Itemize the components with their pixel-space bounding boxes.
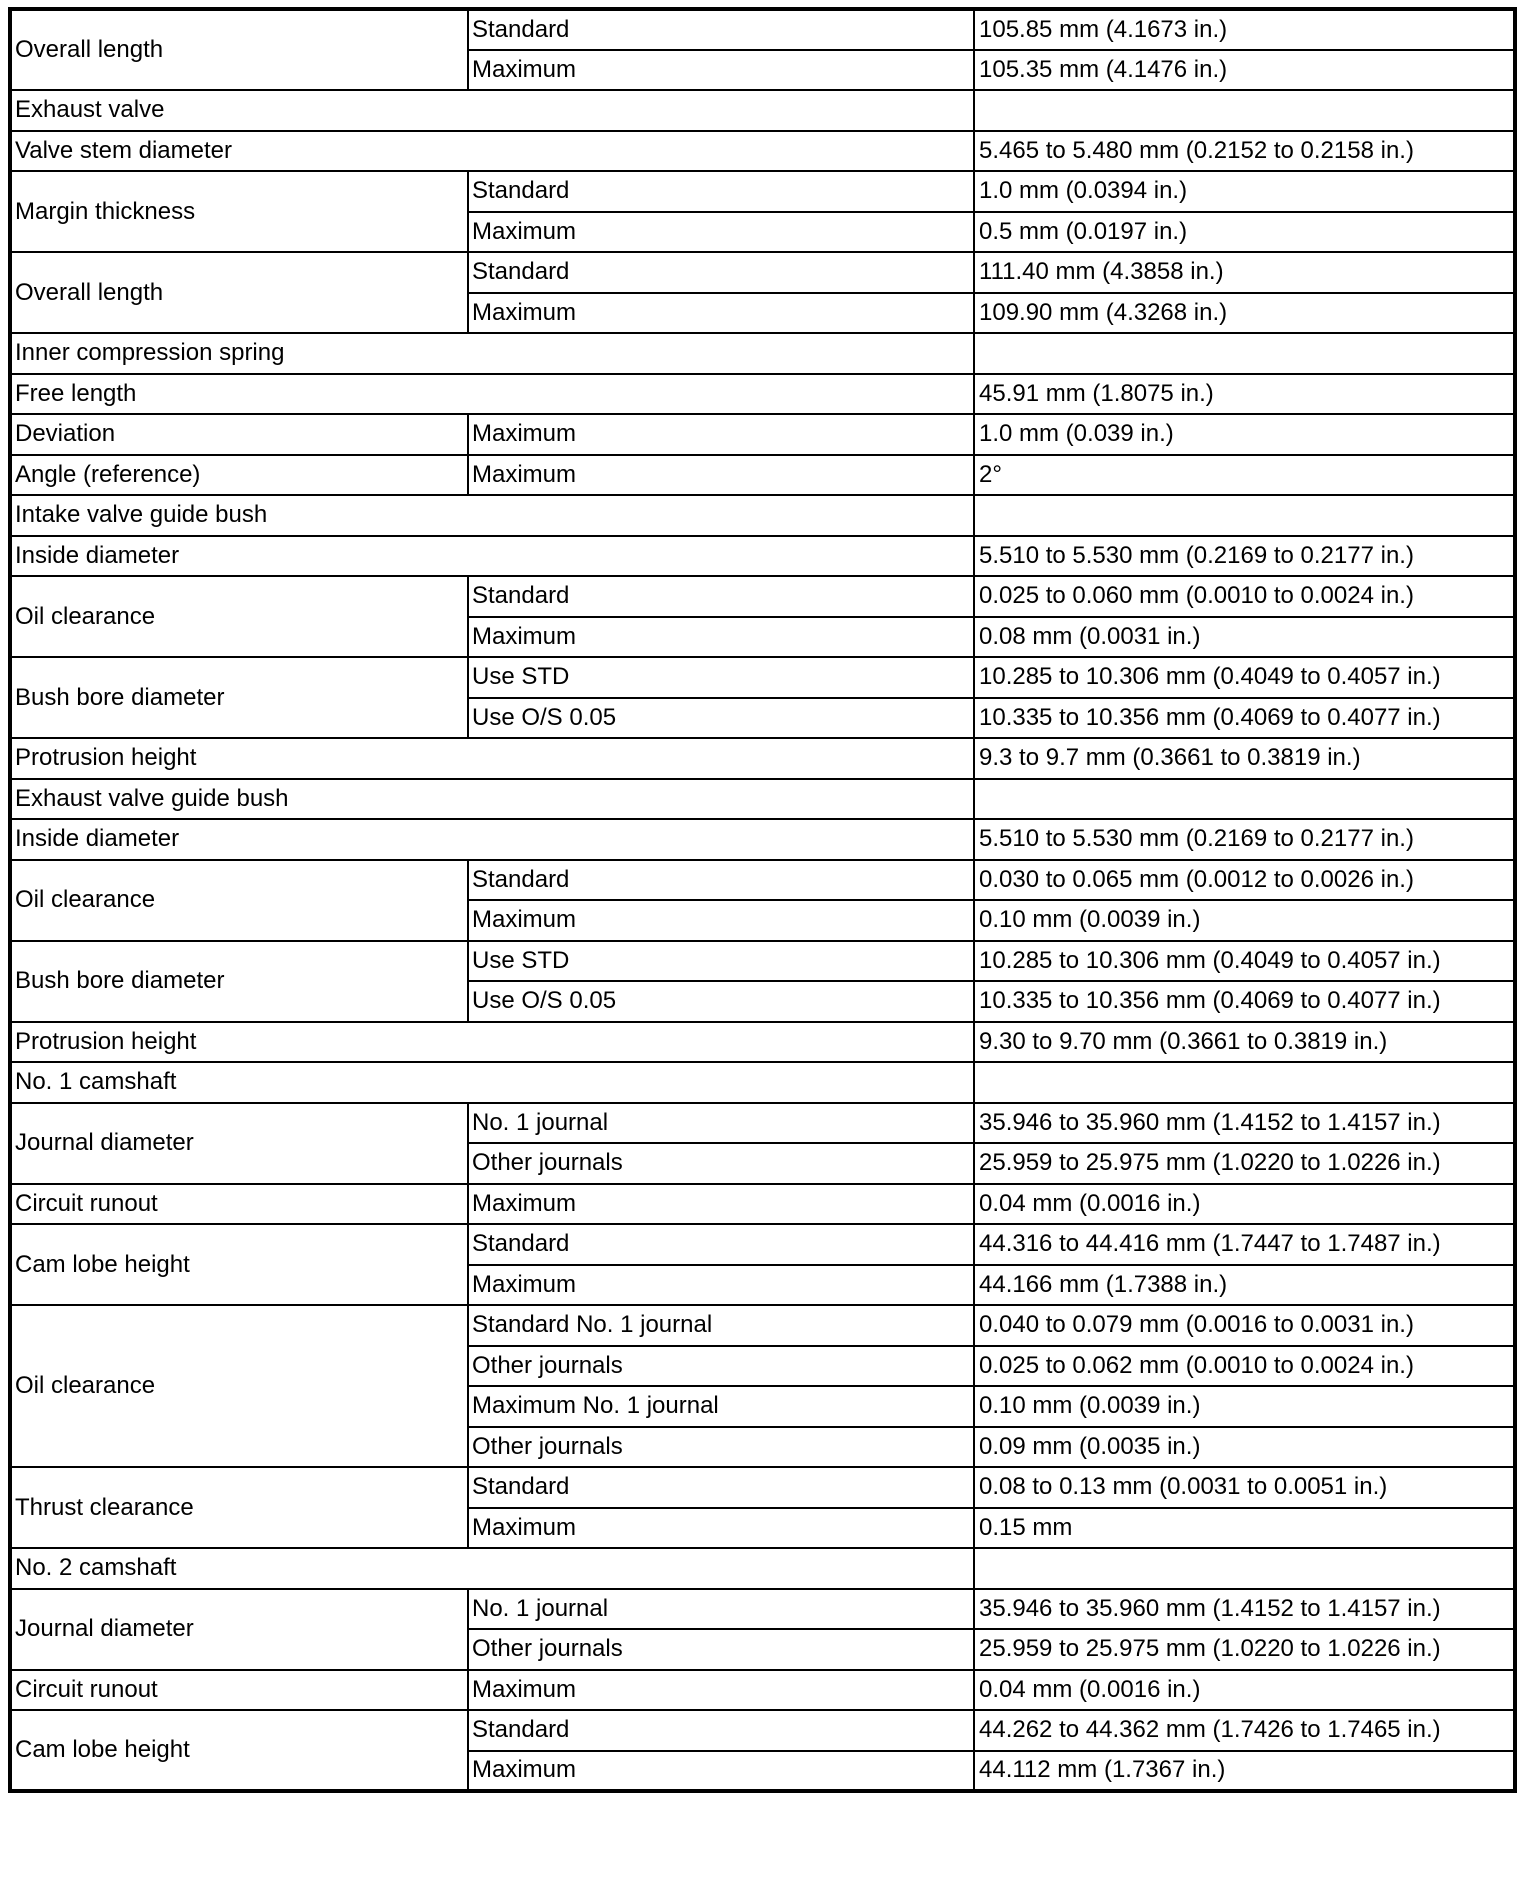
table-cell: Overall length — [10, 9, 468, 90]
table-cell — [974, 90, 1515, 131]
table-cell: 9.3 to 9.7 mm (0.3661 to 0.3819 in.) — [974, 738, 1515, 779]
table-cell: Standard — [468, 576, 974, 617]
table-row — [10, 1022, 1515, 1063]
table-cell: 44.262 to 44.362 mm (1.7426 to 1.7465 in.) — [974, 1710, 1515, 1751]
table-row — [10, 819, 1515, 860]
table-cell: 109.90 mm (4.3268 in.) — [974, 293, 1515, 334]
table-cell: Margin thickness — [10, 171, 468, 252]
table-row — [10, 171, 1515, 212]
table-cell: 0.025 to 0.062 mm (0.0010 to 0.0024 in.) — [974, 1346, 1515, 1387]
table-row — [10, 1062, 1515, 1103]
table-cell: Use O/S 0.05 — [468, 981, 974, 1022]
table-cell: Use O/S 0.05 — [468, 698, 974, 739]
table-cell: 105.35 mm (4.1476 in.) — [974, 50, 1515, 91]
table-cell: Standard — [468, 9, 974, 50]
table-cell: 10.335 to 10.356 mm (0.4069 to 0.4077 in.) — [974, 981, 1515, 1022]
table-cell: Standard — [468, 171, 974, 212]
table-cell: 5.510 to 5.530 mm (0.2169 to 0.2177 in.) — [974, 819, 1515, 860]
table-cell: Inner compression spring — [10, 333, 974, 374]
table-row — [10, 1305, 1515, 1346]
table-cell — [974, 333, 1515, 374]
table-cell: Journal diameter — [10, 1589, 468, 1670]
table-row — [10, 1467, 1515, 1508]
table-row — [10, 1548, 1515, 1589]
table-cell: Deviation — [10, 414, 468, 455]
table-cell: Oil clearance — [10, 576, 468, 657]
table-cell: Circuit runout — [10, 1184, 468, 1225]
table-cell: Maximum — [468, 900, 974, 941]
table-cell: Protrusion height — [10, 1022, 974, 1063]
table-cell: 45.91 mm (1.8075 in.) — [974, 374, 1515, 415]
table-cell: 5.465 to 5.480 mm (0.2152 to 0.2158 in.) — [974, 131, 1515, 172]
table-row — [10, 1224, 1515, 1265]
table-row — [10, 941, 1515, 982]
table-cell: Overall length — [10, 252, 468, 333]
table-cell: 0.040 to 0.079 mm (0.0016 to 0.0031 in.) — [974, 1305, 1515, 1346]
table-cell: Bush bore diameter — [10, 941, 468, 1022]
table-row — [10, 374, 1515, 415]
table-cell: Maximum — [468, 1184, 974, 1225]
table-cell: 0.025 to 0.060 mm (0.0010 to 0.0024 in.) — [974, 576, 1515, 617]
table-cell: Angle (reference) — [10, 455, 468, 496]
table-cell: Other journals — [468, 1143, 974, 1184]
table-cell: 0.08 to 0.13 mm (0.0031 to 0.0051 in.) — [974, 1467, 1515, 1508]
table-cell: Other journals — [468, 1629, 974, 1670]
table-cell: Use STD — [468, 657, 974, 698]
table-cell: No. 2 camshaft — [10, 1548, 974, 1589]
table-cell: 0.10 mm (0.0039 in.) — [974, 1386, 1515, 1427]
table-row — [10, 536, 1515, 577]
table-cell: Maximum — [468, 1751, 974, 1792]
table-cell: Maximum — [468, 212, 974, 253]
table-cell: Valve stem diameter — [10, 131, 974, 172]
table-cell: Other journals — [468, 1346, 974, 1387]
table-row — [10, 1103, 1515, 1144]
table-cell: 44.316 to 44.416 mm (1.7447 to 1.7487 in.) — [974, 1224, 1515, 1265]
table-cell: Circuit runout — [10, 1670, 468, 1711]
table-cell: 0.04 mm (0.0016 in.) — [974, 1184, 1515, 1225]
table-row — [10, 1670, 1515, 1711]
table-cell: 0.04 mm (0.0016 in.) — [974, 1670, 1515, 1711]
table-cell: 44.166 mm (1.7388 in.) — [974, 1265, 1515, 1306]
table-cell: Maximum — [468, 455, 974, 496]
table-cell: 111.40 mm (4.3858 in.) — [974, 252, 1515, 293]
table-cell — [974, 495, 1515, 536]
table-cell: 10.285 to 10.306 mm (0.4049 to 0.4057 in.) — [974, 657, 1515, 698]
table-cell: Maximum — [468, 617, 974, 658]
table-row — [10, 90, 1515, 131]
table-row — [10, 1710, 1515, 1751]
table-cell: 0.08 mm (0.0031 in.) — [974, 617, 1515, 658]
table-row — [10, 131, 1515, 172]
table-cell: 25.959 to 25.975 mm (1.0220 to 1.0226 in.) — [974, 1143, 1515, 1184]
table-cell: Maximum — [468, 1670, 974, 1711]
table-cell: Maximum — [468, 1508, 974, 1549]
table-row — [10, 455, 1515, 496]
table-cell: 1.0 mm (0.039 in.) — [974, 414, 1515, 455]
table-cell: Standard — [468, 252, 974, 293]
table-cell — [974, 1548, 1515, 1589]
table-cell: 0.10 mm (0.0039 in.) — [974, 900, 1515, 941]
table-cell: 0.15 mm — [974, 1508, 1515, 1549]
table-cell: Other journals — [468, 1427, 974, 1468]
table-row — [10, 860, 1515, 901]
table-cell: Cam lobe height — [10, 1224, 468, 1305]
table-cell: 10.335 to 10.356 mm (0.4069 to 0.4077 in.) — [974, 698, 1515, 739]
table-cell: Protrusion height — [10, 738, 974, 779]
table-cell: No. 1 journal — [468, 1103, 974, 1144]
table-cell: 105.85 mm (4.1673 in.) — [974, 9, 1515, 50]
table-cell: No. 1 journal — [468, 1589, 974, 1630]
table-cell: Maximum — [468, 1265, 974, 1306]
table-row — [10, 414, 1515, 455]
table-row — [10, 657, 1515, 698]
table-cell: 0.09 mm (0.0035 in.) — [974, 1427, 1515, 1468]
table-cell: 25.959 to 25.975 mm (1.0220 to 1.0226 in.) — [974, 1629, 1515, 1670]
table-cell: 1.0 mm (0.0394 in.) — [974, 171, 1515, 212]
table-cell: 0.5 mm (0.0197 in.) — [974, 212, 1515, 253]
table-cell: Maximum — [468, 293, 974, 334]
table-cell: Maximum — [468, 414, 974, 455]
specification-table-body — [10, 9, 1515, 1791]
table-cell: No. 1 camshaft — [10, 1062, 974, 1103]
table-cell: Exhaust valve — [10, 90, 974, 131]
table-row — [10, 9, 1515, 50]
table-cell: Inside diameter — [10, 536, 974, 577]
table-cell: 44.112 mm (1.7367 in.) — [974, 1751, 1515, 1792]
table-cell — [974, 779, 1515, 820]
table-row — [10, 576, 1515, 617]
table-cell: 2° — [974, 455, 1515, 496]
table-cell: 0.030 to 0.065 mm (0.0012 to 0.0026 in.) — [974, 860, 1515, 901]
table-row — [10, 495, 1515, 536]
table-cell: Bush bore diameter — [10, 657, 468, 738]
table-cell: Standard — [468, 860, 974, 901]
table-cell: 5.510 to 5.530 mm (0.2169 to 0.2177 in.) — [974, 536, 1515, 577]
table-row — [10, 779, 1515, 820]
table-row — [10, 1589, 1515, 1630]
table-cell: Exhaust valve guide bush — [10, 779, 974, 820]
table-cell: 9.30 to 9.70 mm (0.3661 to 0.3819 in.) — [974, 1022, 1515, 1063]
table-row — [10, 252, 1515, 293]
table-cell: Standard — [468, 1710, 974, 1751]
table-cell: Intake valve guide bush — [10, 495, 974, 536]
table-cell: Cam lobe height — [10, 1710, 468, 1791]
table-cell: Use STD — [468, 941, 974, 982]
table-cell: 35.946 to 35.960 mm (1.4152 to 1.4157 in.) — [974, 1589, 1515, 1630]
table-cell — [974, 1062, 1515, 1103]
table-row — [10, 738, 1515, 779]
table-row — [10, 333, 1515, 374]
table-cell: Journal diameter — [10, 1103, 468, 1184]
table-cell: Thrust clearance — [10, 1467, 468, 1548]
table-cell: Standard — [468, 1467, 974, 1508]
table-cell: Maximum No. 1 journal — [468, 1386, 974, 1427]
table-cell: Oil clearance — [10, 1305, 468, 1467]
table-cell: Standard No. 1 journal — [468, 1305, 974, 1346]
table-row — [10, 1184, 1515, 1225]
table-cell: Maximum — [468, 50, 974, 91]
table-cell: Oil clearance — [10, 860, 468, 941]
table-cell: Standard — [468, 1224, 974, 1265]
table-cell: Free length — [10, 374, 974, 415]
table-cell: 10.285 to 10.306 mm (0.4049 to 0.4057 in.) — [974, 941, 1515, 982]
table-cell: Inside diameter — [10, 819, 974, 860]
specification-table — [8, 7, 1517, 1793]
table-cell: 35.946 to 35.960 mm (1.4152 to 1.4157 in.) — [974, 1103, 1515, 1144]
